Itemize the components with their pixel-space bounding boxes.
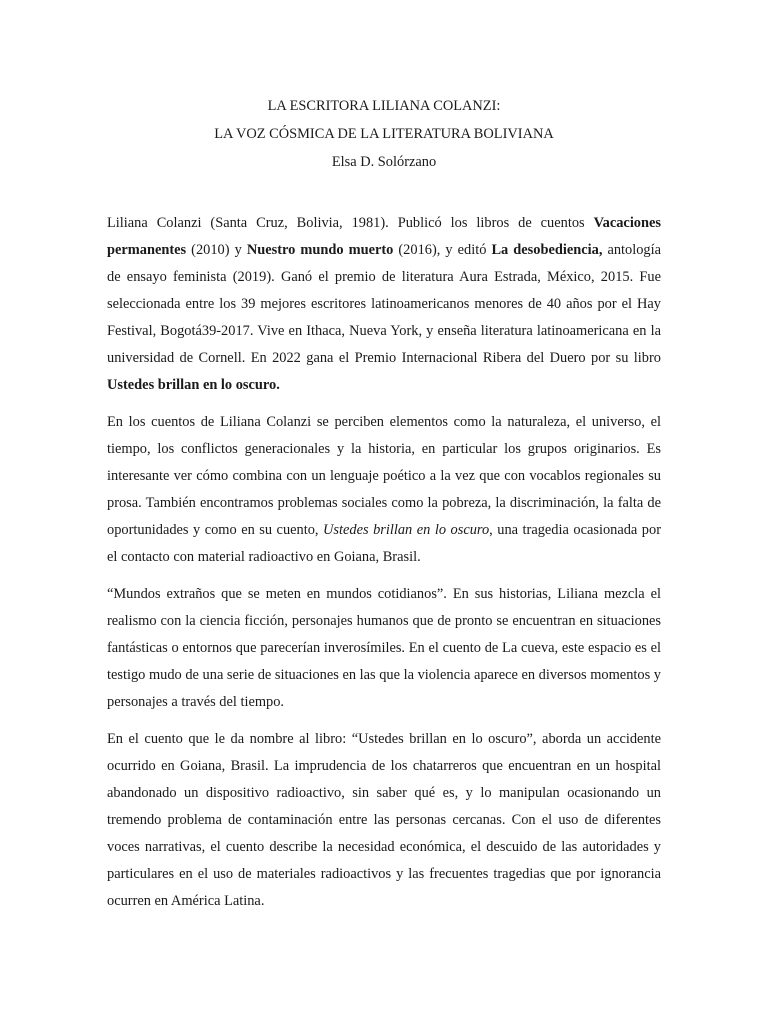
paragraph-2 — [107, 409, 661, 571]
paragraph-1 — [107, 210, 661, 399]
paragraph-4: En el cuento que le da nombre al libro: “Ustedes brillan en lo oscuro”, aborda un accidente ocurrido en Goiana, Brasil. La imprudencia de los chatarreros que encuentran en un hospital abandonado un dispositivo radioactivo, sin saber qué es, y lo manipulan ocasionando un tremendo problema de contaminación entre las personas cercanas. Con el uso de diferentes voces narrativas, el cuento describe la necesidad económica, el descuido de las autoridades y particulares en el uso de materiales radioactivos y las frecuentes tragedias que por ignorancia ocurren en América Latina. — [107, 731, 661, 909]
document-header — [107, 92, 661, 176]
p2-text-1: En los cuentos de Liliana Colanzi se perciben elementos como la naturaleza, el universo, el tiempo, los conflictos generacionales y la historia, en particular los grupos originarios. Es interesante ver cómo combina con un lenguaje poético a la vez que con vocablos regionales su prosa. También encontramos problemas sociales como la pobreza, la discriminación, la falta de oportunidades y como en su cuento, — [107, 414, 661, 538]
book-title-vacaciones: Vacaciones permanentes — [107, 215, 661, 258]
book-title-desobediencia: La desobediencia, — [491, 242, 603, 258]
paragraph-3: “Mundos extraños que se meten en mundos cotidianos”. En sus historias, Liliana mezcla el realismo con la ciencia ficción, personajes humanos que de pronto se encuentran en situaciones fantásticas o entornos que parecerían inverosímiles. En el cuento de La cueva, este espacio es el testigo mudo de una serie de situaciones en las que la violencia aparece en diversos momentos y personajes a través del tiempo. — [107, 586, 661, 710]
p1-text-3: (2016), y editó — [393, 242, 492, 258]
title-line-1: LA ESCRITORA LILIANA COLANZI: — [267, 98, 501, 114]
p2-text-2: , una tragedia ocasionada por el contacto con material radioactivo en Goiana, Brasil. — [107, 522, 661, 565]
book-title-nuestro-mundo: Nuestro mundo muerto — [246, 242, 394, 258]
document-body — [107, 210, 661, 915]
author-name: Elsa D. Solórzano — [331, 154, 437, 170]
p1-text-1: Liliana Colanzi (Santa Cruz, Bolivia, 1981). Publicó los libros de cuentos — [107, 215, 594, 231]
p1-text-4: antología de ensayo feminista (2019). Ganó el premio de literatura Aura Estrada, México, 2015. Fue seleccionada entre los 39 mejores escritores latinoamericanos menores de 40 años por el Hay Festival, Bogotá39-2017. Vive en Ithaca, Nueva York, y enseña literatura latinoamericana en la universidad de Cornell. En 2022 gana el Premio Internacional Ribera del Duero por su libro — [107, 242, 662, 366]
story-title-ustedes-brillan: Ustedes brillan en lo oscuro — [323, 522, 490, 538]
title-line-2: LA VOZ CÓSMICA DE LA LITERATURA BOLIVIANA — [214, 126, 554, 142]
book-title-ustedes-brillan: Ustedes brillan en lo oscuro. — [107, 377, 280, 393]
p1-text-2: (2010) y — [186, 242, 247, 258]
